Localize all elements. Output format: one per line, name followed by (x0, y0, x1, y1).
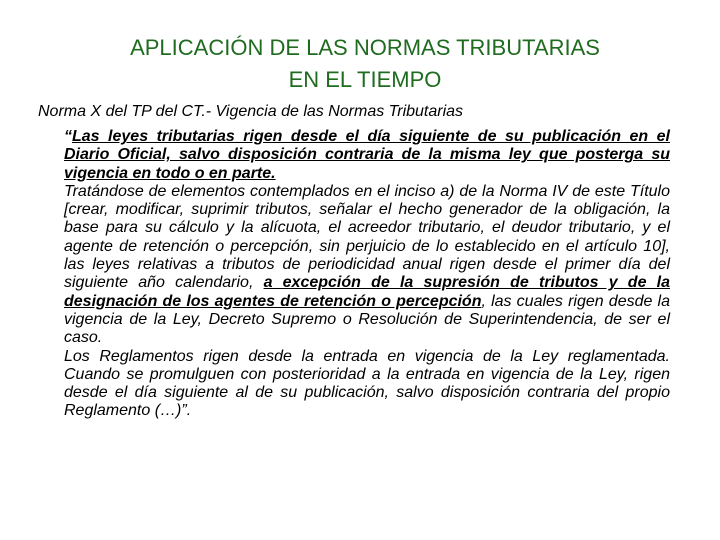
slide-title (40, 32, 690, 96)
paragraph-vigencia-general (64, 128, 670, 183)
paragraph-1-emphasis: Las leyes tributarias rigen desde el día siguiente de su publicación en el Diario Oficial, salvo disposición contraria de la misma ley que posterga su vigencia en todo o en parte. (64, 128, 670, 182)
paragraph-tributos-anuales (64, 183, 670, 348)
slide-title-line-2: EN EL TIEMPO (288, 67, 442, 92)
quoted-norm-text (64, 128, 670, 421)
paragraph-2-text-before: Tratándose de elementos contemplados en el inciso a) de la Norma IV de este Título [crear, modificar, suprimir tributos, señalar el hecho generador de la obligación, la base para su cálculo y la alícuota, el acreedor tributario, el deudor tributario, y el agente de retención o percepción, sin perjuicio de lo establecido en el artículo 10], las leyes relativas a tributos de periodicidad anual rigen desde el primer día del siguiente año calendario, (64, 182, 670, 292)
paragraph-2-text-after: , las cuales rigen desde la vigencia de la Ley, Decreto Supremo o Resolución de Superintendencia, de ser el caso. (64, 292, 671, 347)
paragraph-2-emphasis: a excepción de la supresión de tributos y de la designación de los agentes de retención o percepción (64, 274, 670, 310)
slide-title-line-1: APLICACIÓN DE LAS NORMAS TRIBUTARIAS (130, 35, 600, 60)
paragraph-reglamentos (64, 348, 670, 421)
paragraph-3-text: Los Reglamentos rigen desde la entrada en vigencia de la Ley reglamentada. Cuando se promulguen con posterioridad a la entrada en vigencia de la Ley, rigen desde el día siguiente al de su publicación, salvo disposición contraria del propio Reglamento (…)”. (64, 347, 670, 420)
opening-quote: “ (64, 128, 72, 145)
norma-heading: Norma X del TP del CT.- Vigencia de las Normas Tributarias (38, 103, 464, 120)
